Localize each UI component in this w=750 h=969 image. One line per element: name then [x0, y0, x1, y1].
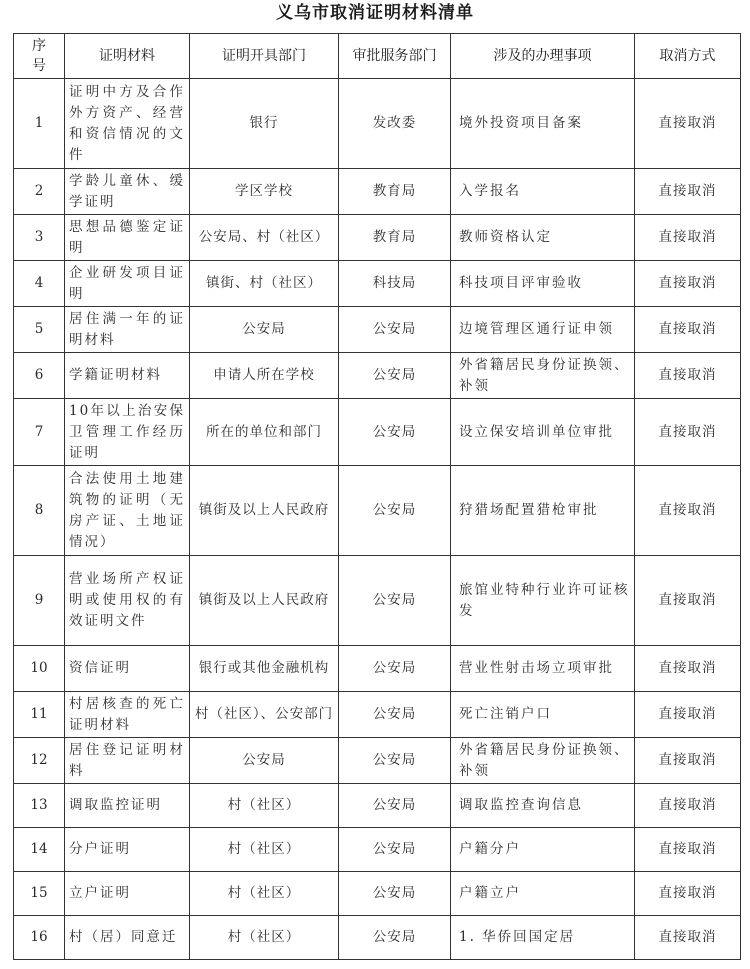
- row-method: 直接取消: [635, 828, 741, 872]
- row-approver: 公安局: [339, 872, 451, 916]
- row-material: 思想品德鉴定证明: [65, 215, 190, 261]
- row-issuer: 公安局、村（社区）: [190, 215, 339, 261]
- row-material: 学龄儿童休、缓学证明: [65, 169, 190, 215]
- row-issuer: 镇街、村（社区）: [190, 261, 339, 307]
- row-no: 5: [14, 307, 65, 353]
- row-matter: 营业性射击场立项审批: [451, 646, 635, 692]
- row-issuer: 村（社区）、公安部门: [190, 692, 339, 738]
- row-method: 直接取消: [635, 307, 741, 353]
- row-no: 7: [14, 399, 65, 466]
- row-approver: 公安局: [339, 399, 451, 466]
- table-row: [14, 692, 741, 738]
- row-matter: 科技项目评审验收: [451, 261, 635, 307]
- row-issuer: 村（社区）: [190, 916, 339, 960]
- row-matter: 户籍立户: [451, 872, 635, 916]
- row-approver: 公安局: [339, 556, 451, 646]
- row-approver: 公安局: [339, 828, 451, 872]
- row-material: 合法使用土地建筑物的证明（无房产证、土地证情况）: [65, 466, 190, 556]
- row-issuer: 公安局: [190, 738, 339, 784]
- row-issuer: 村（社区）: [190, 784, 339, 828]
- row-no: 12: [14, 738, 65, 784]
- row-issuer: 村（社区）: [190, 828, 339, 872]
- table-row: [14, 215, 741, 261]
- row-matter: 调取监控查询信息: [451, 784, 635, 828]
- row-material: 村（居）同意迁: [65, 916, 190, 960]
- table-row: [14, 556, 741, 646]
- row-matter: 户籍分户: [451, 828, 635, 872]
- row-issuer: 镇街及以上人民政府: [190, 466, 339, 556]
- table-row: [14, 828, 741, 872]
- row-matter: 1. 华侨回国定居: [451, 916, 635, 960]
- row-approver: 教育局: [339, 215, 451, 261]
- row-no: 6: [14, 353, 65, 399]
- table-row: [14, 307, 741, 353]
- row-material: 村居核查的死亡证明材料: [65, 692, 190, 738]
- row-matter: 教师资格认定: [451, 215, 635, 261]
- table-row: [14, 784, 741, 828]
- row-approver: 公安局: [339, 466, 451, 556]
- row-material: 居住登记证明材料: [65, 738, 190, 784]
- row-no: 11: [14, 692, 65, 738]
- row-approver: 科技局: [339, 261, 451, 307]
- row-issuer: 学区学校: [190, 169, 339, 215]
- table-header-row: [14, 34, 741, 79]
- row-approver: 教育局: [339, 169, 451, 215]
- table-row: [14, 79, 741, 169]
- header-approver: 审批服务部门: [339, 34, 451, 79]
- table-row: [14, 646, 741, 692]
- row-method: 直接取消: [635, 466, 741, 556]
- row-material: 企业研发项目证明: [65, 261, 190, 307]
- row-matter: 边境管理区通行证申领: [451, 307, 635, 353]
- row-method: 直接取消: [635, 692, 741, 738]
- row-method: 直接取消: [635, 872, 741, 916]
- row-no: 15: [14, 872, 65, 916]
- row-method: 直接取消: [635, 353, 741, 399]
- table-row: [14, 399, 741, 466]
- header-no: 序号: [14, 34, 65, 79]
- row-approver: 公安局: [339, 692, 451, 738]
- row-matter: 狩猎场配置猎枪审批: [451, 466, 635, 556]
- row-approver: 公安局: [339, 738, 451, 784]
- row-method: 直接取消: [635, 261, 741, 307]
- row-no: 8: [14, 466, 65, 556]
- page-title: 义乌市取消证明材料清单: [276, 3, 474, 23]
- row-no: 16: [14, 916, 65, 960]
- row-material: 学籍证明材料: [65, 353, 190, 399]
- table-row: [14, 738, 741, 784]
- row-issuer: 公安局: [190, 307, 339, 353]
- row-material: 立户证明: [65, 872, 190, 916]
- row-matter: 外省籍居民身份证换领、补领: [451, 738, 635, 784]
- row-approver: 公安局: [339, 307, 451, 353]
- row-issuer: 村（社区）: [190, 872, 339, 916]
- row-method: 直接取消: [635, 79, 741, 169]
- cancelled-certificates-table: [13, 33, 741, 960]
- row-method: 直接取消: [635, 399, 741, 466]
- row-approver: 发改委: [339, 79, 451, 169]
- table-row: [14, 916, 741, 960]
- row-matter: 旅馆业特种行业许可证核发: [451, 556, 635, 646]
- row-issuer: 银行或其他金融机构: [190, 646, 339, 692]
- row-no: 4: [14, 261, 65, 307]
- row-approver: 公安局: [339, 646, 451, 692]
- row-material: 居住满一年的证明材料: [65, 307, 190, 353]
- row-method: 直接取消: [635, 784, 741, 828]
- row-issuer: 所在的单位和部门: [190, 399, 339, 466]
- header-material: 证明材料: [65, 34, 190, 79]
- row-method: 直接取消: [635, 738, 741, 784]
- row-method: 直接取消: [635, 646, 741, 692]
- row-no: 14: [14, 828, 65, 872]
- row-material: 营业场所产权证明或使用权的有效证明文件: [65, 556, 190, 646]
- row-issuer: 银行: [190, 79, 339, 169]
- row-material: 资信证明: [65, 646, 190, 692]
- row-no: 1: [14, 79, 65, 169]
- row-approver: 公安局: [339, 784, 451, 828]
- row-method: 直接取消: [635, 916, 741, 960]
- row-matter: 死亡注销户口: [451, 692, 635, 738]
- row-no: 10: [14, 646, 65, 692]
- header-matter: 涉及的办理事项: [451, 34, 635, 79]
- row-no: 13: [14, 784, 65, 828]
- row-no: 3: [14, 215, 65, 261]
- table-row: [14, 466, 741, 556]
- row-material: 调取监控证明: [65, 784, 190, 828]
- row-method: 直接取消: [635, 556, 741, 646]
- table-row: [14, 353, 741, 399]
- table-row: [14, 169, 741, 215]
- row-material: 证明中方及合作外方资产、经营和资信情况的文件: [65, 79, 190, 169]
- row-approver: 公安局: [339, 353, 451, 399]
- row-matter: 外省籍居民身份证换领、补领: [451, 353, 635, 399]
- row-no: 2: [14, 169, 65, 215]
- row-matter: 境外投资项目备案: [451, 79, 635, 169]
- table-row: [14, 872, 741, 916]
- row-no: 9: [14, 556, 65, 646]
- row-matter: 设立保安培训单位审批: [451, 399, 635, 466]
- table-row: [14, 261, 741, 307]
- row-issuer: 镇街及以上人民政府: [190, 556, 339, 646]
- row-issuer: 申请人所在学校: [190, 353, 339, 399]
- row-approver: 公安局: [339, 916, 451, 960]
- row-material: 10年以上治安保卫管理工作经历证明: [65, 399, 190, 466]
- row-matter: 入学报名: [451, 169, 635, 215]
- row-material: 分户证明: [65, 828, 190, 872]
- row-method: 直接取消: [635, 169, 741, 215]
- header-issuer: 证明开具部门: [190, 34, 339, 79]
- row-method: 直接取消: [635, 215, 741, 261]
- header-method: 取消方式: [635, 34, 741, 79]
